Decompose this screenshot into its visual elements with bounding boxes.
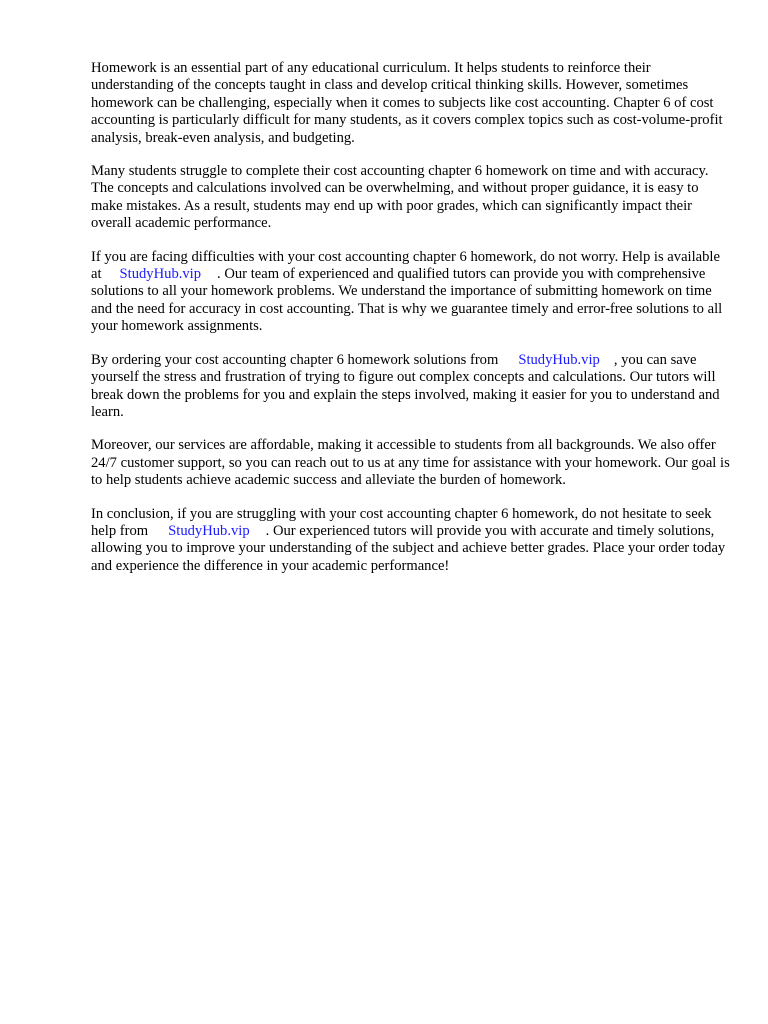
paragraph-struggles: Many students struggle to complete their cost accounting chapter 6 homework on time and with accuracy. The concepts and calculations involved can be overwhelming, and without proper guidance, it is easy to make mistakes. As a result, students may end up with poor grades, which can significantly impact their overall academic performance.: [91, 163, 709, 232]
studyhub-link[interactable]: StudyHub.vip: [168, 522, 250, 539]
paragraph-help-text-before: If you are facing difficulties with your cost accounting chapter 6 homework, do not worry. Help is available at: [91, 248, 720, 283]
paragraph-conclusion-text-after: . Our experienced tutors will provide you with accurate and timely solutions, allowing you to improve your understanding of the subject and achieve better grades. Place your order today and experience the difference in your academic performance!: [91, 522, 726, 574]
paragraph-ordering: [91, 352, 731, 422]
paragraph-help: [91, 249, 731, 336]
paragraph-intro: Homework is an essential part of any educational curriculum. It helps students to reinforce their understanding of the concepts taught in class and develop critical thinking skills. However, sometimes homework can be challenging, especially when it comes to subjects like cost accounting. Chapter 6 of cost accounting is particularly difficult for many students, as it covers complex topics such as cost-volume-profit analysis, break-even analysis, and budgeting.: [91, 60, 723, 146]
paragraph-conclusion: [91, 506, 731, 576]
studyhub-link[interactable]: StudyHub.vip: [119, 266, 202, 283]
paragraph-affordable: Moreover, our services are affordable, making it accessible to students from all backgrounds. We also offer 24/7 customer support, so you can reach out to us at any time for assistance with your homework. Our goal is to help students achieve academic success and alleviate the burden of homework.: [91, 437, 730, 489]
paragraph-help-text-after: . Our team of experienced and qualified tutors can provide you with comprehensive solutions to all your homework problems. We understand the importance of submitting homework on time and the need for accuracy in cost accounting. That is why we guarantee timely and error-free solutions to all your homework assignments.: [91, 266, 723, 335]
paragraph-ordering-text-before: By ordering your cost accounting chapter 6 homework solutions from: [91, 351, 499, 368]
document-body: [91, 60, 731, 591]
paragraph-conclusion-text-before: In conclusion, if you are struggling with your cost accounting chapter 6 homework, do not hesitate to seek help from: [91, 505, 712, 539]
paragraph-ordering-text-after: , you can save yourself the stress and frustration of trying to figure out complex concepts and calculations. Our tutors will break down the problems for you and explain the steps involved, making it easier for you to understand and learn.: [91, 351, 720, 420]
studyhub-link[interactable]: StudyHub.vip: [518, 351, 600, 368]
